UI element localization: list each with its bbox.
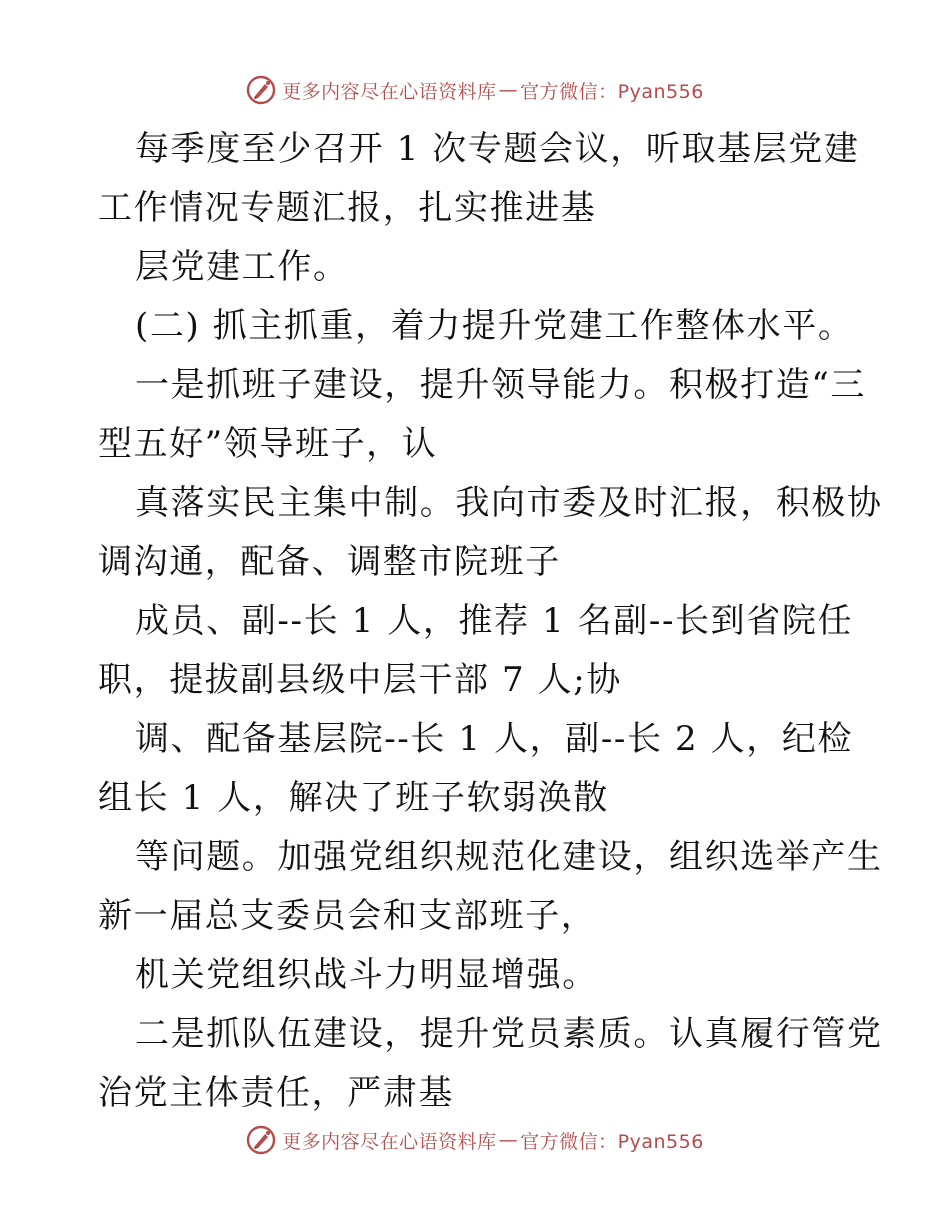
body-line: 成员、副--长 1 人，推荐 1 名副--长到省院任 <box>135 601 854 641</box>
header-wechat-text: 官方微信：Pyan556 <box>520 80 704 103</box>
document-body <box>98 120 883 1123</box>
body-line: 一是抓班子建设，提升领导能力。积极打造“三 <box>135 365 866 405</box>
body-line: 型五好”领导班子，认 <box>98 424 438 464</box>
body-line: 机关党组织战斗力明显增强。 <box>135 955 598 995</box>
pen-circle-logo-icon <box>246 1125 276 1155</box>
header-banner <box>0 70 950 110</box>
body-line: 职，提拔副县级中层干部 7 人;协 <box>98 660 622 700</box>
body-line: 每季度至少召开 1 次专题会议，听取基层党建 <box>135 129 860 169</box>
body-line: 治党主体责任，严肃基 <box>98 1073 454 1113</box>
pen-circle-logo-icon <box>246 75 276 105</box>
body-line: 层党建工作。 <box>135 247 349 287</box>
header-separator: — <box>498 79 519 101</box>
body-line: 二是抓队伍建设，提升党员素质。认真履行管党 <box>135 1014 883 1054</box>
body-line: 等问题。加强党组织规范化建设，组织选举产生 <box>135 837 883 877</box>
body-line: 新一届总支委员会和支部班子， <box>98 896 597 936</box>
footer-separator: — <box>498 1129 519 1151</box>
body-line: 工作情况专题汇报，扎实推进基 <box>98 188 597 228</box>
footer-wechat-text: 官方微信：Pyan556 <box>520 1130 704 1153</box>
section-heading: (二) 抓主抓重，着力提升党建工作整体水平。 <box>135 306 854 346</box>
footer-site-text: 更多内容尽在心语资料库 <box>282 1130 497 1153</box>
body-line: 组长 1 人，解决了班子软弱涣散 <box>98 778 609 818</box>
footer-banner <box>0 1120 950 1160</box>
header-site-text: 更多内容尽在心语资料库 <box>282 80 497 103</box>
body-line: 调沟通，配备、调整市院班子 <box>98 542 561 582</box>
body-line: 调、配备基层院--长 1 人，副--长 2 人，纪检 <box>135 719 854 759</box>
body-line: 真落实民主集中制。我向市委及时汇报，积极协 <box>135 483 883 523</box>
